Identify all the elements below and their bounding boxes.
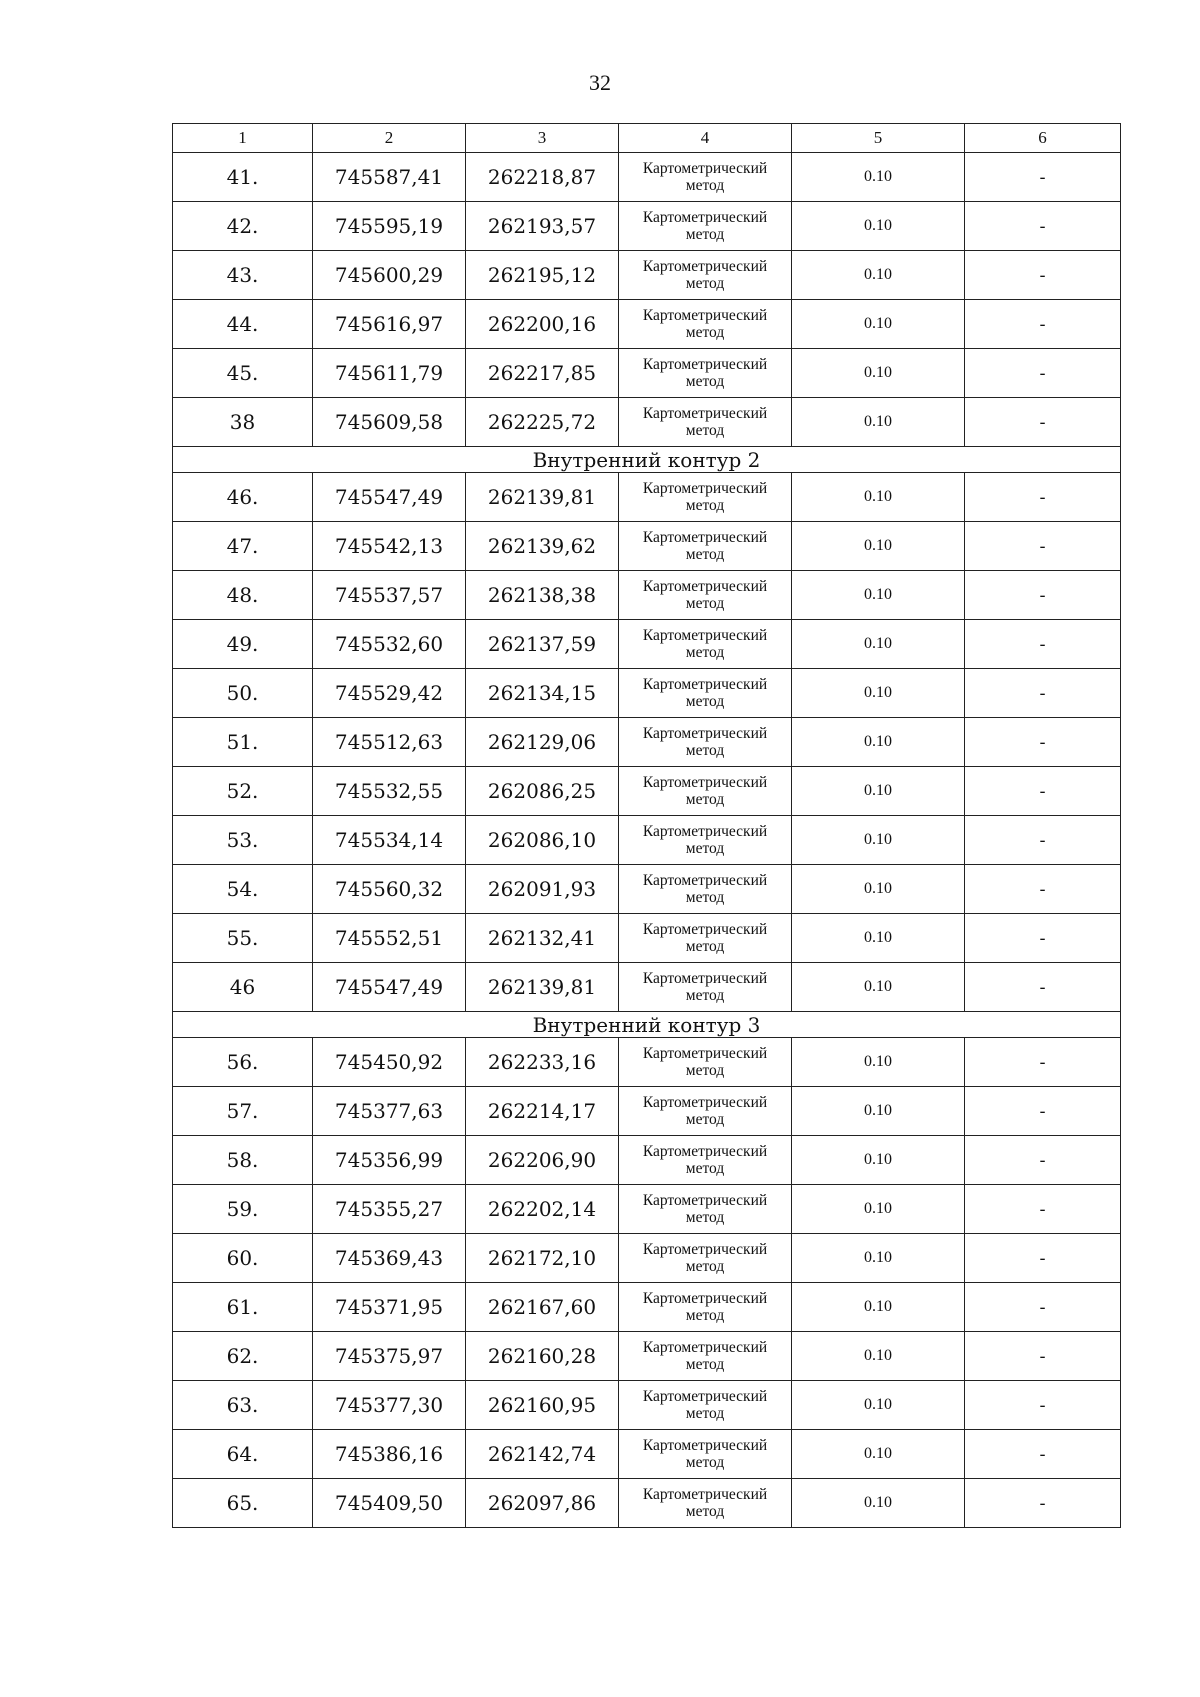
accuracy-value: 0.10 <box>792 1479 965 1528</box>
method-label-line1: Картометрический <box>642 1143 768 1160</box>
table-row <box>173 202 1121 251</box>
method-cell <box>619 914 792 963</box>
empty-value: - <box>965 718 1121 767</box>
accuracy-value: 0.10 <box>792 1234 965 1283</box>
point-number: 38 <box>173 398 313 447</box>
table-row <box>173 767 1121 816</box>
point-number: 64. <box>173 1430 313 1479</box>
coordinate-x: 745450,92 <box>313 1038 466 1087</box>
point-number: 53. <box>173 816 313 865</box>
accuracy-value: 0.10 <box>792 767 965 816</box>
method-cell <box>619 816 792 865</box>
method-label-line2: метод <box>685 595 725 612</box>
coordinate-x: 745537,57 <box>313 571 466 620</box>
coordinate-x: 745409,50 <box>313 1479 466 1528</box>
method-label-line1: Картометрический <box>642 529 768 546</box>
coordinate-x: 745369,43 <box>313 1234 466 1283</box>
method-label-line1: Картометрический <box>642 209 768 226</box>
method-cell <box>619 1479 792 1528</box>
coordinate-y: 262193,57 <box>466 202 619 251</box>
empty-value: - <box>965 522 1121 571</box>
method-cell <box>619 202 792 251</box>
method-label-line2: метод <box>685 1209 725 1226</box>
section-title: Внутренний контур 2 <box>173 447 1121 473</box>
page-number: 32 <box>589 70 611 95</box>
method-label-line2: метод <box>685 497 725 514</box>
coordinate-y: 262233,16 <box>466 1038 619 1087</box>
method-cell <box>619 1136 792 1185</box>
column-number: 1 <box>173 124 313 153</box>
method-label-line2: метод <box>685 324 725 341</box>
coordinate-y: 262218,87 <box>466 153 619 202</box>
column-number-row <box>173 124 1121 153</box>
coordinate-y: 262137,59 <box>466 620 619 669</box>
point-number: 58. <box>173 1136 313 1185</box>
coordinate-x: 745609,58 <box>313 398 466 447</box>
point-number: 62. <box>173 1332 313 1381</box>
method-label-line2: метод <box>685 1307 725 1324</box>
coordinate-y: 262167,60 <box>466 1283 619 1332</box>
table-row <box>173 1283 1121 1332</box>
point-number: 51. <box>173 718 313 767</box>
table-row <box>173 620 1121 669</box>
empty-value: - <box>965 1087 1121 1136</box>
point-number: 50. <box>173 669 313 718</box>
coordinate-x: 745386,16 <box>313 1430 466 1479</box>
method-cell <box>619 251 792 300</box>
coordinate-y: 262097,86 <box>466 1479 619 1528</box>
accuracy-value: 0.10 <box>792 1136 965 1185</box>
coordinate-y: 262129,06 <box>466 718 619 767</box>
table-row <box>173 914 1121 963</box>
method-label-line2: метод <box>685 546 725 563</box>
coordinate-y: 262202,14 <box>466 1185 619 1234</box>
point-number: 45. <box>173 349 313 398</box>
method-label-line1: Картометрический <box>642 676 768 693</box>
table-row <box>173 718 1121 767</box>
empty-value: - <box>965 865 1121 914</box>
method-label-line2: метод <box>685 840 725 857</box>
method-label-line1: Картометрический <box>642 160 768 177</box>
empty-value: - <box>965 767 1121 816</box>
coordinate-y: 262160,28 <box>466 1332 619 1381</box>
empty-value: - <box>965 1136 1121 1185</box>
coordinate-y: 262138,38 <box>466 571 619 620</box>
coordinate-x: 745560,32 <box>313 865 466 914</box>
coordinate-y: 262214,17 <box>466 1087 619 1136</box>
empty-value: - <box>965 349 1121 398</box>
method-label-line2: метод <box>685 1160 725 1177</box>
method-label-line2: метод <box>685 987 725 1004</box>
empty-value: - <box>965 1185 1121 1234</box>
point-number: 55. <box>173 914 313 963</box>
point-number: 57. <box>173 1087 313 1136</box>
point-number: 59. <box>173 1185 313 1234</box>
empty-value: - <box>965 1479 1121 1528</box>
coordinate-x: 745547,49 <box>313 963 466 1012</box>
accuracy-value: 0.10 <box>792 1185 965 1234</box>
coordinate-x: 745371,95 <box>313 1283 466 1332</box>
coordinate-x: 745355,27 <box>313 1185 466 1234</box>
empty-value: - <box>965 914 1121 963</box>
table-row <box>173 1234 1121 1283</box>
method-label-line1: Картометрический <box>642 1094 768 1111</box>
coordinate-x: 745377,30 <box>313 1381 466 1430</box>
coordinate-y: 262086,10 <box>466 816 619 865</box>
empty-value: - <box>965 1430 1121 1479</box>
method-cell <box>619 1087 792 1136</box>
table-row <box>173 816 1121 865</box>
table-row <box>173 473 1121 522</box>
method-cell <box>619 1332 792 1381</box>
method-cell <box>619 669 792 718</box>
method-label-line2: метод <box>685 177 725 194</box>
accuracy-value: 0.10 <box>792 865 965 914</box>
empty-value: - <box>965 251 1121 300</box>
point-number: 46 <box>173 963 313 1012</box>
method-label-line2: метод <box>685 1454 725 1471</box>
coordinate-y: 262160,95 <box>466 1381 619 1430</box>
coordinate-x: 745547,49 <box>313 473 466 522</box>
coordinate-x: 745534,14 <box>313 816 466 865</box>
coordinate-x: 745616,97 <box>313 300 466 349</box>
method-label-line2: метод <box>685 889 725 906</box>
empty-value: - <box>965 1234 1121 1283</box>
method-label-line1: Картометрический <box>642 1339 768 1356</box>
table-row <box>173 1430 1121 1479</box>
empty-value: - <box>965 1283 1121 1332</box>
point-number: 61. <box>173 1283 313 1332</box>
method-label-line1: Картометрический <box>642 1192 768 1209</box>
empty-value: - <box>965 669 1121 718</box>
column-number: 5 <box>792 124 965 153</box>
coordinate-x: 745532,60 <box>313 620 466 669</box>
accuracy-value: 0.10 <box>792 522 965 571</box>
method-label-line1: Картометрический <box>642 627 768 644</box>
point-number: 47. <box>173 522 313 571</box>
coordinate-y: 262195,12 <box>466 251 619 300</box>
method-cell <box>619 865 792 914</box>
point-number: 60. <box>173 1234 313 1283</box>
section-title-row <box>173 1012 1121 1038</box>
empty-value: - <box>965 963 1121 1012</box>
method-cell <box>619 1234 792 1283</box>
empty-value: - <box>965 473 1121 522</box>
point-number: 46. <box>173 473 313 522</box>
column-number: 6 <box>965 124 1121 153</box>
coordinate-y: 262217,85 <box>466 349 619 398</box>
accuracy-value: 0.10 <box>792 251 965 300</box>
method-label-line2: метод <box>685 1503 725 1520</box>
method-label-line2: метод <box>685 938 725 955</box>
table-row <box>173 1381 1121 1430</box>
accuracy-value: 0.10 <box>792 963 965 1012</box>
method-label-line1: Картометрический <box>642 307 768 324</box>
accuracy-value: 0.10 <box>792 1381 965 1430</box>
coordinate-x: 745542,13 <box>313 522 466 571</box>
method-cell <box>619 1430 792 1479</box>
method-label-line1: Картометрический <box>642 405 768 422</box>
method-label-line1: Картометрический <box>642 725 768 742</box>
method-cell <box>619 1283 792 1332</box>
method-label-line2: метод <box>685 373 725 390</box>
method-label-line2: метод <box>685 791 725 808</box>
method-label-line1: Картометрический <box>642 823 768 840</box>
accuracy-value: 0.10 <box>792 202 965 251</box>
empty-value: - <box>965 571 1121 620</box>
point-number: 54. <box>173 865 313 914</box>
empty-value: - <box>965 1381 1121 1430</box>
empty-value: - <box>965 202 1121 251</box>
method-label-line2: метод <box>685 1062 725 1079</box>
table-row <box>173 398 1121 447</box>
method-label-line1: Картометрический <box>642 258 768 275</box>
method-label-line2: метод <box>685 422 725 439</box>
method-cell <box>619 153 792 202</box>
empty-value: - <box>965 1332 1121 1381</box>
table-row <box>173 669 1121 718</box>
method-label-line2: метод <box>685 1356 725 1373</box>
coordinate-x: 745552,51 <box>313 914 466 963</box>
table-row <box>173 1185 1121 1234</box>
table-row <box>173 1332 1121 1381</box>
accuracy-value: 0.10 <box>792 349 965 398</box>
method-cell <box>619 522 792 571</box>
accuracy-value: 0.10 <box>792 1430 965 1479</box>
method-label-line1: Картометрический <box>642 480 768 497</box>
table-row <box>173 571 1121 620</box>
point-number: 52. <box>173 767 313 816</box>
method-cell <box>619 571 792 620</box>
method-label-line1: Картометрический <box>642 774 768 791</box>
point-number: 42. <box>173 202 313 251</box>
accuracy-value: 0.10 <box>792 1087 965 1136</box>
method-cell <box>619 1381 792 1430</box>
coordinate-x: 745356,99 <box>313 1136 466 1185</box>
column-number: 2 <box>313 124 466 153</box>
coordinate-y: 262206,90 <box>466 1136 619 1185</box>
method-label-line1: Картометрический <box>642 921 768 938</box>
method-cell <box>619 620 792 669</box>
accuracy-value: 0.10 <box>792 718 965 767</box>
method-label-line1: Картометрический <box>642 1437 768 1454</box>
point-number: 44. <box>173 300 313 349</box>
accuracy-value: 0.10 <box>792 1332 965 1381</box>
table-row <box>173 1038 1121 1087</box>
section-title-row <box>173 447 1121 473</box>
coordinate-y: 262139,62 <box>466 522 619 571</box>
coordinate-x: 745595,19 <box>313 202 466 251</box>
table-row <box>173 153 1121 202</box>
coordinate-y: 262225,72 <box>466 398 619 447</box>
point-number: 65. <box>173 1479 313 1528</box>
coordinate-y: 262086,25 <box>466 767 619 816</box>
accuracy-value: 0.10 <box>792 669 965 718</box>
method-cell <box>619 473 792 522</box>
method-label-line1: Картометрический <box>642 872 768 889</box>
empty-value: - <box>965 620 1121 669</box>
table-row <box>173 1136 1121 1185</box>
method-label-line1: Картометрический <box>642 1290 768 1307</box>
method-cell <box>619 963 792 1012</box>
method-cell <box>619 767 792 816</box>
accuracy-value: 0.10 <box>792 300 965 349</box>
coordinates-table-body <box>173 124 1121 1528</box>
table-row <box>173 1479 1121 1528</box>
accuracy-value: 0.10 <box>792 1283 965 1332</box>
accuracy-value: 0.10 <box>792 816 965 865</box>
method-label-line2: метод <box>685 1111 725 1128</box>
coordinate-y: 262200,16 <box>466 300 619 349</box>
empty-value: - <box>965 816 1121 865</box>
column-number: 3 <box>466 124 619 153</box>
coordinate-y: 262091,93 <box>466 865 619 914</box>
point-number: 48. <box>173 571 313 620</box>
accuracy-value: 0.10 <box>792 473 965 522</box>
coordinate-y: 262134,15 <box>466 669 619 718</box>
accuracy-value: 0.10 <box>792 1038 965 1087</box>
accuracy-value: 0.10 <box>792 620 965 669</box>
method-label-line2: метод <box>685 1405 725 1422</box>
coordinate-y: 262142,74 <box>466 1430 619 1479</box>
method-label-line2: метод <box>685 275 725 292</box>
method-label-line1: Картометрический <box>642 1388 768 1405</box>
coordinate-x: 745375,97 <box>313 1332 466 1381</box>
table-row <box>173 963 1121 1012</box>
empty-value: - <box>965 398 1121 447</box>
point-number: 41. <box>173 153 313 202</box>
accuracy-value: 0.10 <box>792 398 965 447</box>
empty-value: - <box>965 1038 1121 1087</box>
accuracy-value: 0.10 <box>792 914 965 963</box>
coordinate-x: 745529,42 <box>313 669 466 718</box>
coordinate-y: 262172,10 <box>466 1234 619 1283</box>
empty-value: - <box>965 153 1121 202</box>
method-label-line1: Картометрический <box>642 356 768 373</box>
method-cell <box>619 398 792 447</box>
coordinate-x: 745611,79 <box>313 349 466 398</box>
coordinate-x: 745377,63 <box>313 1087 466 1136</box>
method-label-line2: метод <box>685 226 725 243</box>
method-label-line1: Картометрический <box>642 1241 768 1258</box>
section-title: Внутренний контур 3 <box>173 1012 1121 1038</box>
method-label-line2: метод <box>685 1258 725 1275</box>
method-cell <box>619 718 792 767</box>
method-label-line1: Картометрический <box>642 578 768 595</box>
point-number: 43. <box>173 251 313 300</box>
table-row <box>173 251 1121 300</box>
table-row <box>173 522 1121 571</box>
coordinate-y: 262132,41 <box>466 914 619 963</box>
method-cell <box>619 1038 792 1087</box>
method-label-line2: метод <box>685 693 725 710</box>
coordinate-y: 262139,81 <box>466 963 619 1012</box>
coordinate-x: 745532,55 <box>313 767 466 816</box>
method-cell <box>619 349 792 398</box>
table-row <box>173 300 1121 349</box>
coordinate-y: 262139,81 <box>466 473 619 522</box>
point-number: 49. <box>173 620 313 669</box>
point-number: 56. <box>173 1038 313 1087</box>
table-row <box>173 1087 1121 1136</box>
table-row <box>173 865 1121 914</box>
method-label-line1: Картометрический <box>642 970 768 987</box>
method-cell <box>619 1185 792 1234</box>
column-number: 4 <box>619 124 792 153</box>
method-label-line2: метод <box>685 742 725 759</box>
coordinate-x: 745600,29 <box>313 251 466 300</box>
accuracy-value: 0.10 <box>792 571 965 620</box>
coordinates-table <box>172 123 1121 1528</box>
method-cell <box>619 300 792 349</box>
point-number: 63. <box>173 1381 313 1430</box>
empty-value: - <box>965 300 1121 349</box>
method-label-line1: Картометрический <box>642 1486 768 1503</box>
accuracy-value: 0.10 <box>792 153 965 202</box>
method-label-line1: Картометрический <box>642 1045 768 1062</box>
table-row <box>173 349 1121 398</box>
coordinate-x: 745587,41 <box>313 153 466 202</box>
coordinate-x: 745512,63 <box>313 718 466 767</box>
method-label-line2: метод <box>685 644 725 661</box>
